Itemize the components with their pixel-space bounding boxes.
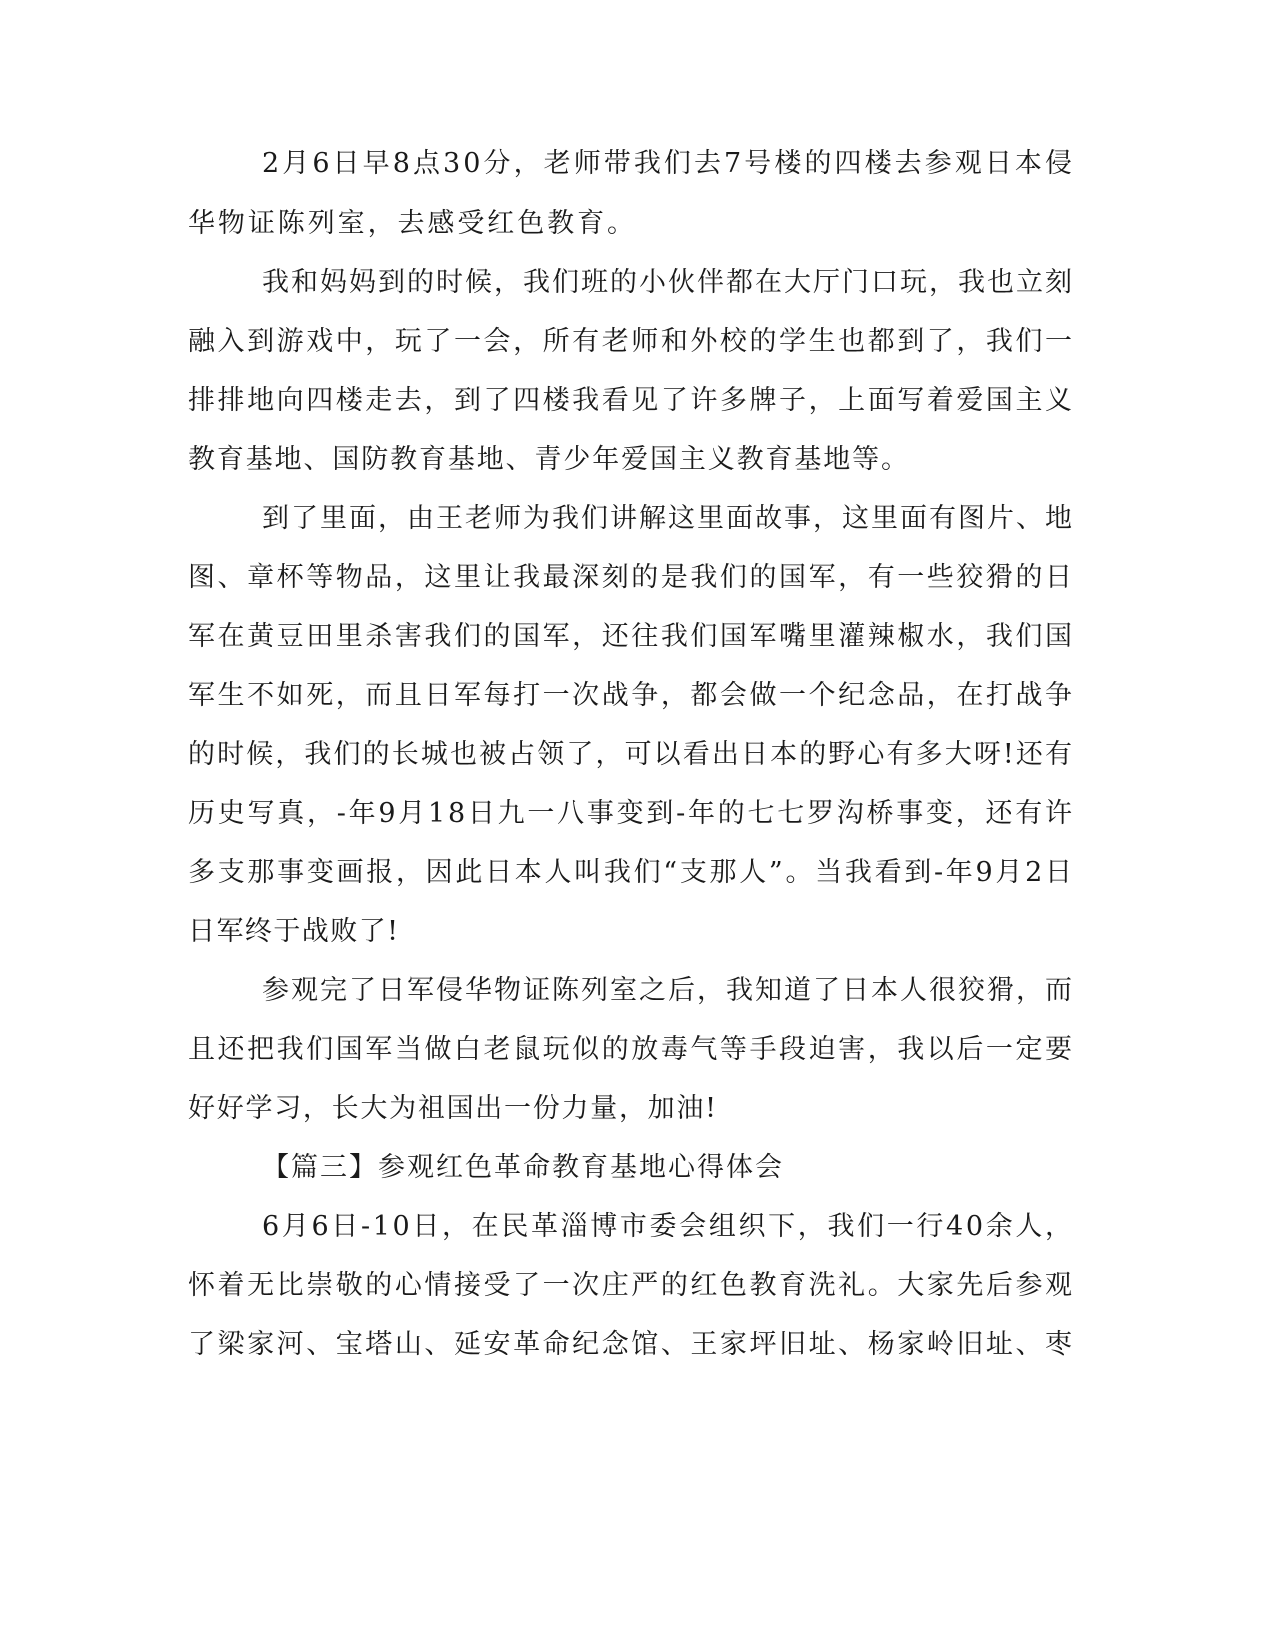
text-line: 多支那事变画报，因此日本人叫我们“支那人”。当我看到-年9月2日 bbox=[188, 857, 1075, 888]
text-line: 6月6日-10日，在民革淄博市委会组织下，我们一行40余人， bbox=[262, 1211, 1075, 1242]
text-line: 图、章杯等物品，这里让我最深刻的是我们的国军，有一些狡猾的日 bbox=[188, 562, 1075, 593]
text-line: 到了里面，由王老师为我们讲解这里面故事，这里面有图片、地 bbox=[262, 503, 1074, 534]
text-line: 融入到游戏中，玩了一会，所有老师和外校的学生也都到了，我们一 bbox=[188, 326, 1075, 357]
text-line: 2月6日早8点30分，老师带我们去7号楼的四楼去参观日本侵 bbox=[262, 148, 1076, 179]
text-line: 军在黄豆田里杀害我们的国军，还往我们国军嘴里灌辣椒水，我们国 bbox=[188, 621, 1075, 652]
text-line: 教育基地、国防教育基地、青少年爱国主义教育基地等。 bbox=[188, 444, 910, 475]
text-line: 军生不如死，而且日军每打一次战争，都会做一个纪念品，在打战争 bbox=[188, 680, 1075, 711]
text-line: 华物证陈列室，去感受红色教育。 bbox=[188, 208, 637, 239]
text-line: 历史写真，-年9月18日九一八事变到-年的七七罗沟桥事变，还有许 bbox=[188, 798, 1075, 829]
text-line: 排排地向四楼走去，到了四楼我看见了许多牌子，上面写着爱国主义 bbox=[188, 385, 1075, 416]
text-line: 怀着无比崇敬的心情接受了一次庄严的红色教育洗礼。大家先后参观 bbox=[188, 1270, 1075, 1301]
text-line: 日军终于战败了! bbox=[188, 916, 400, 947]
text-line: 我和妈妈到的时候，我们班的小伙伴都在大厅门口玩，我也立刻 bbox=[262, 267, 1074, 298]
text-line: 了梁家河、宝塔山、延安革命纪念馆、王家坪旧址、杨家岭旧址、枣 bbox=[188, 1329, 1075, 1360]
text-line: 好好学习，长大为祖国出一份力量，加油! bbox=[188, 1093, 718, 1124]
text-line: 的时候，我们的长城也被占领了，可以看出日本的野心有多大呀!还有 bbox=[188, 739, 1075, 770]
section-heading: 【篇三】参观红色革命教育基地心得体会 bbox=[262, 1152, 784, 1183]
text-line: 且还把我们国军当做白老鼠玩似的放毒气等手段迫害，我以后一定要 bbox=[188, 1034, 1075, 1065]
text-line: 参观完了日军侵华物证陈列室之后，我知道了日本人很狡猾，而 bbox=[262, 975, 1074, 1006]
